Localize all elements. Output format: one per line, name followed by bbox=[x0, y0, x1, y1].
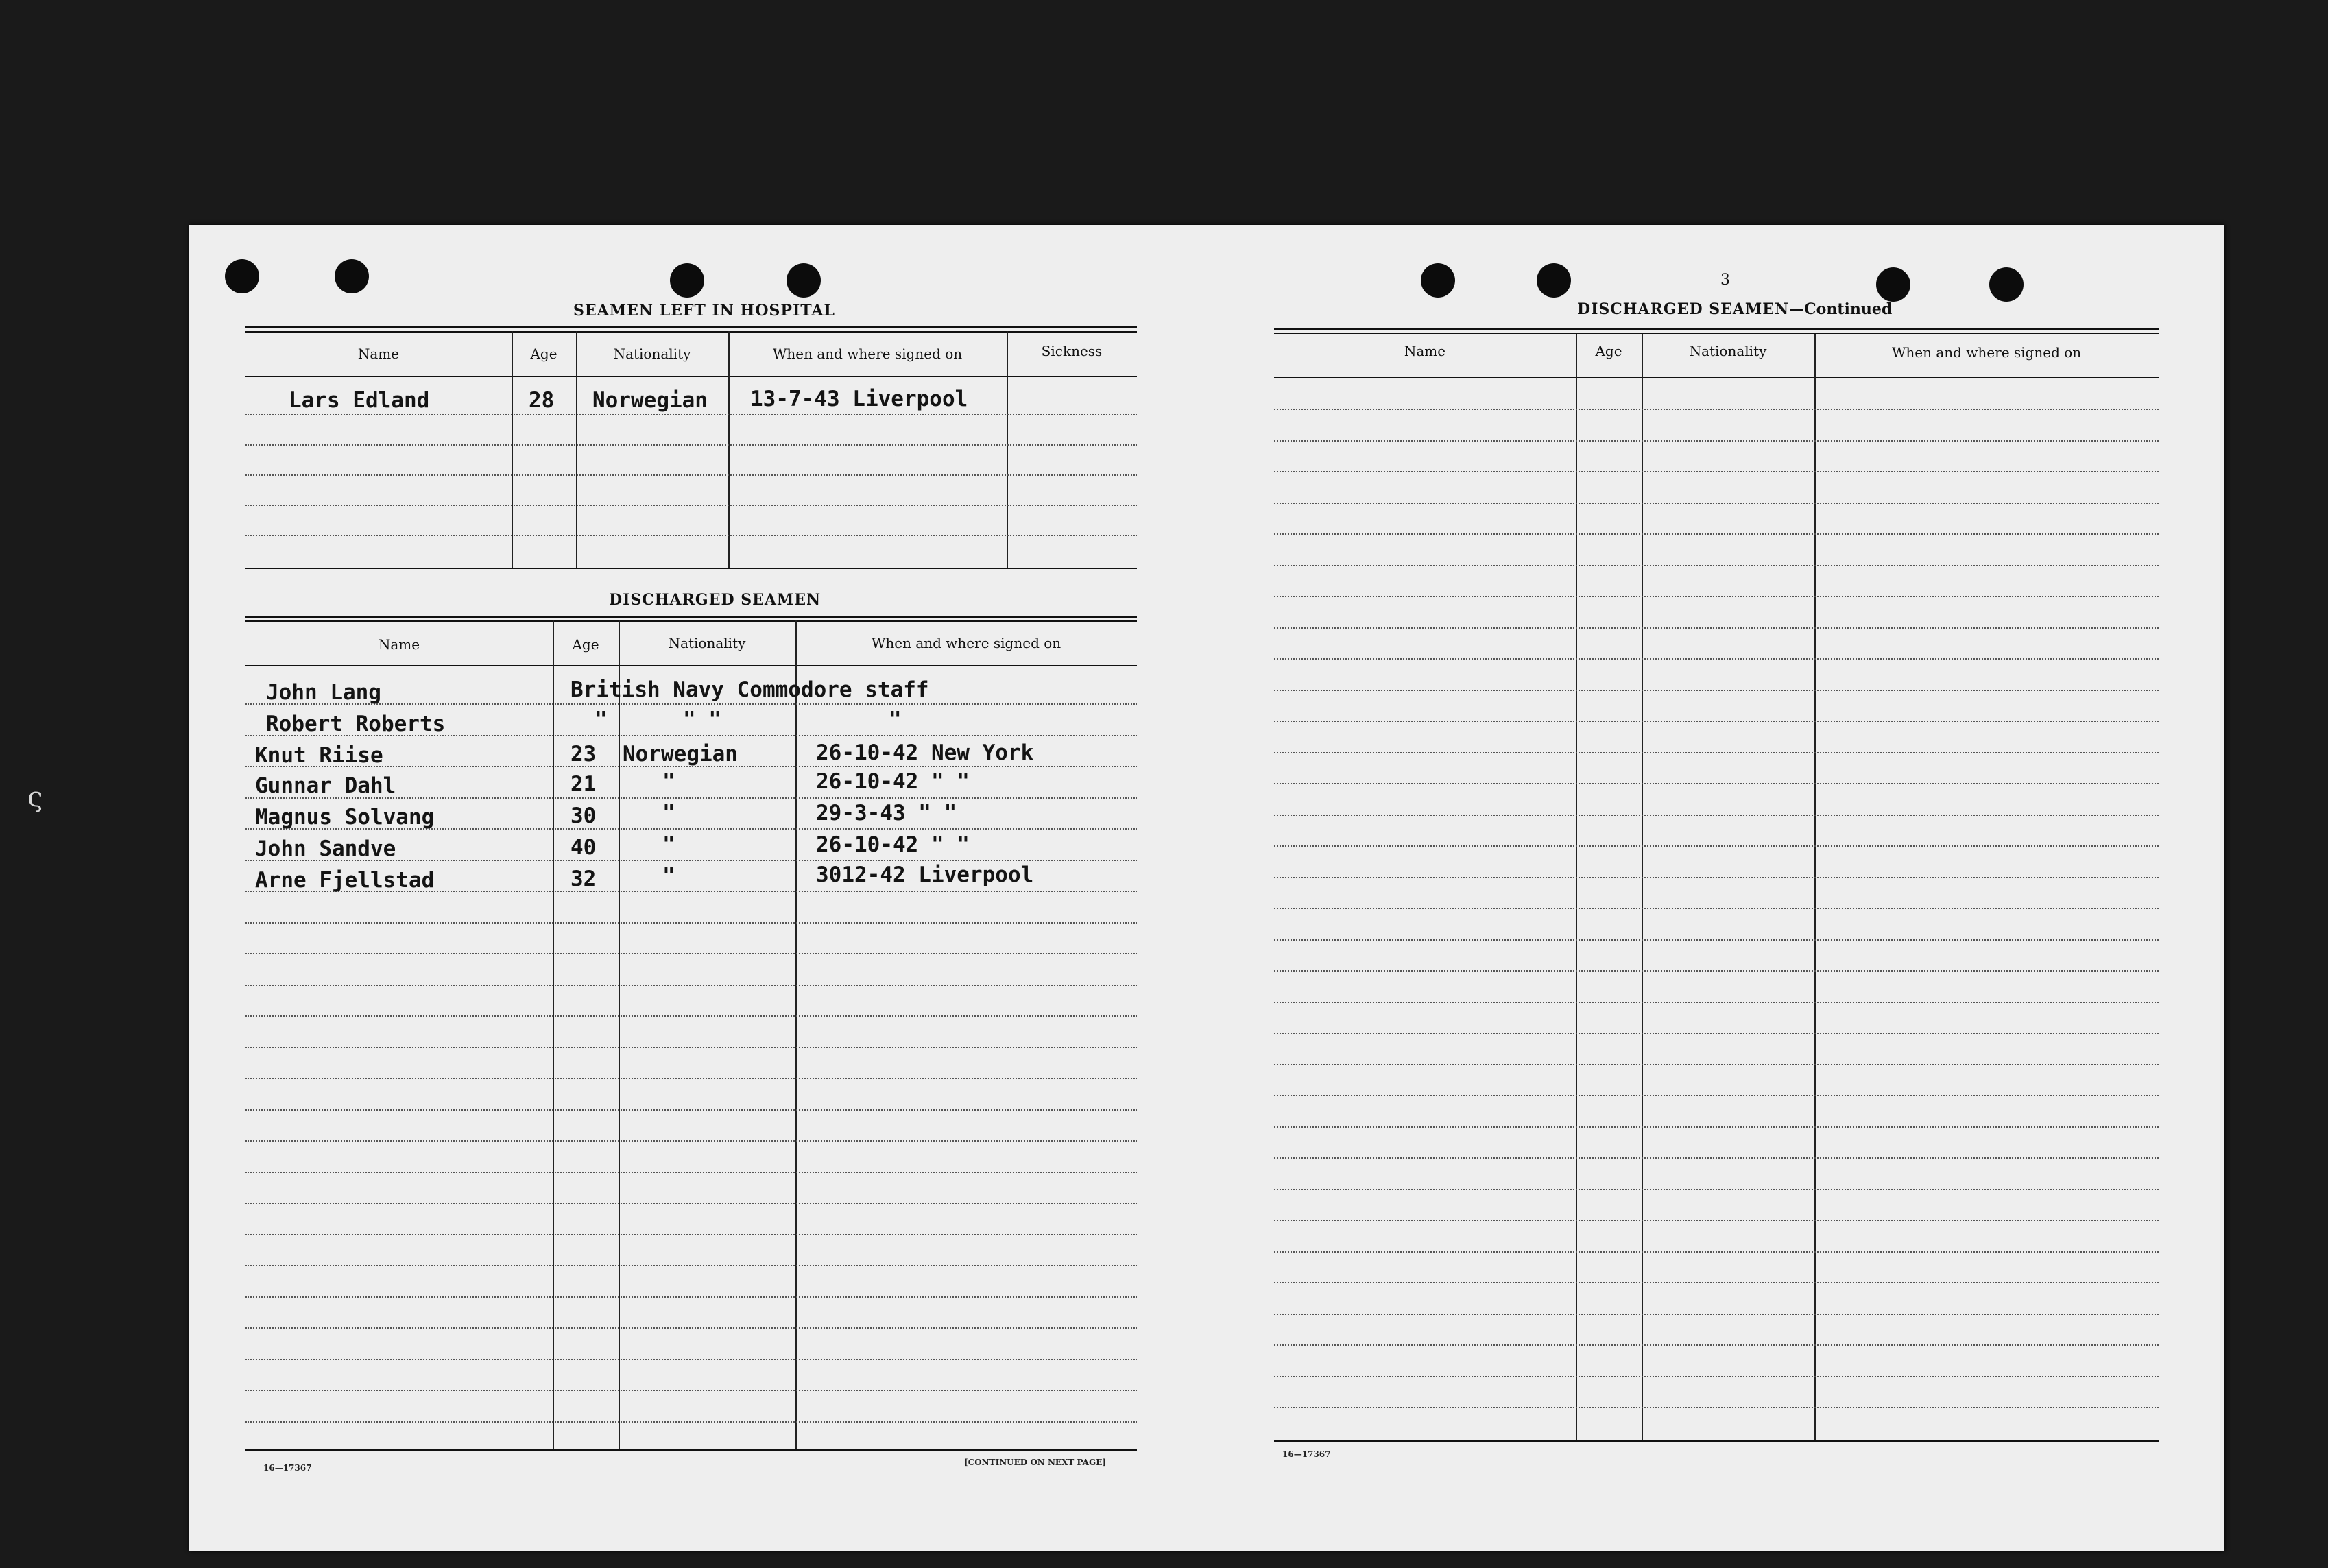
discharged-row-nationality: " bbox=[662, 832, 675, 857]
discharged-row-nationality: " bbox=[662, 864, 675, 889]
right-col-divider bbox=[1814, 334, 1816, 1440]
hospital-col-divider bbox=[576, 331, 577, 568]
discharged-top-rule bbox=[245, 616, 1137, 618]
ruled-line bbox=[1274, 1282, 2159, 1283]
ruled-line bbox=[1274, 908, 2159, 909]
discharged-col-divider bbox=[619, 620, 620, 1449]
ruled-line bbox=[245, 1327, 1137, 1329]
ruled-line bbox=[245, 505, 1137, 506]
discharged-row-signed-on: 26-10-42 " " bbox=[816, 832, 970, 857]
ruled-line bbox=[245, 922, 1137, 924]
margin-scribble: ς bbox=[27, 782, 43, 813]
discharged-row-signed-on: 26-10-42 " " bbox=[816, 769, 970, 794]
hospital-header-sickness: Sickness bbox=[1041, 343, 1103, 359]
ruled-line bbox=[1274, 752, 2159, 753]
hospital-header-rule bbox=[245, 376, 1137, 377]
discharged-bottom-rule bbox=[245, 1449, 1137, 1451]
hospital-row-name: Lars Edland bbox=[289, 388, 430, 413]
right-header-name: Name bbox=[1404, 343, 1446, 359]
ruled-line bbox=[1274, 1189, 2159, 1190]
ruled-line bbox=[1274, 970, 2159, 972]
ruled-line bbox=[1274, 503, 2159, 504]
ruled-line bbox=[1274, 1344, 2159, 1346]
discharged-continued-title-main: DISCHARGED SEAMEN bbox=[1577, 300, 1790, 318]
discharged-row-name: Knut Riise bbox=[255, 743, 383, 768]
discharged-continued-title-cont: —Continued bbox=[1789, 300, 1893, 318]
hospital-section-title: SEAMEN LEFT IN HOSPITAL bbox=[573, 302, 835, 319]
discharged-row-signed-on: " bbox=[889, 708, 902, 732]
ruled-line bbox=[1274, 1251, 2159, 1253]
ruled-line bbox=[1274, 565, 2159, 566]
discharged-row-nationality: Norwegian bbox=[623, 742, 738, 767]
discharged-top-rule-2 bbox=[245, 620, 1137, 622]
discharged-header-name: Name bbox=[378, 636, 420, 653]
discharged-row-nationality: British Navy Commodore staff bbox=[571, 677, 929, 702]
hospital-col-divider bbox=[512, 331, 513, 568]
discharged-row-signed-on: 3012-42 Liverpool bbox=[816, 863, 1034, 887]
discharged-row-name: Gunnar Dahl bbox=[255, 773, 396, 798]
hospital-top-rule bbox=[245, 326, 1137, 328]
left-form-number: 16—17367 bbox=[263, 1463, 312, 1473]
ruled-line bbox=[1274, 1064, 2159, 1065]
hospital-col-divider bbox=[1007, 331, 1008, 568]
ruled-line bbox=[245, 1172, 1137, 1173]
discharged-row-signed-on: 26-10-42 New York bbox=[816, 740, 1034, 765]
punch-hole bbox=[1989, 267, 2024, 302]
discharged-col-divider bbox=[795, 620, 797, 1449]
ruled-line bbox=[1274, 1376, 2159, 1377]
discharged-row-name: Robert Roberts bbox=[266, 712, 446, 736]
punch-hole bbox=[787, 263, 821, 298]
continued-note: [CONTINUED ON NEXT PAGE] bbox=[964, 1458, 1107, 1467]
page-number: 3 bbox=[1720, 272, 1730, 289]
ruled-line bbox=[1274, 440, 2159, 442]
hospital-row-signed-on: 13-7-43 Liverpool bbox=[750, 387, 968, 411]
punch-hole bbox=[1421, 263, 1455, 298]
ruled-line bbox=[1274, 533, 2159, 535]
ruled-line bbox=[1274, 1002, 2159, 1003]
discharged-row-signed-on: 29-3-43 " " bbox=[816, 801, 957, 825]
discharged-row-age: 30 bbox=[571, 804, 597, 828]
discharged-row-nationality: " " bbox=[683, 708, 721, 732]
ruled-line bbox=[245, 444, 1137, 446]
ruled-line bbox=[1274, 815, 2159, 816]
ruled-line bbox=[1274, 409, 2159, 410]
hospital-row-age: 28 bbox=[529, 388, 555, 413]
ruled-line bbox=[1274, 1314, 2159, 1315]
ruled-line bbox=[245, 414, 1137, 415]
right-col-divider bbox=[1642, 334, 1643, 1440]
hospital-header-nationality: Nationality bbox=[613, 346, 691, 362]
right-bottom-rule bbox=[1274, 1440, 2159, 1442]
ruled-line bbox=[245, 1296, 1137, 1298]
ruled-line bbox=[245, 1140, 1137, 1142]
right-form-number: 16—17367 bbox=[1282, 1449, 1331, 1459]
punch-hole bbox=[335, 259, 369, 293]
discharged-row-age: 32 bbox=[571, 867, 597, 891]
discharged-row-nationality: " bbox=[662, 801, 675, 825]
discharged-header-signed-on: When and where signed on bbox=[871, 635, 1061, 651]
ruled-line bbox=[245, 535, 1137, 536]
ruled-line bbox=[245, 1078, 1137, 1079]
ruled-line bbox=[1274, 1157, 2159, 1159]
ruled-line bbox=[1274, 721, 2159, 722]
discharged-row-name: John Sandve bbox=[255, 836, 396, 861]
discharged-header-age: Age bbox=[572, 636, 599, 653]
hospital-header-age: Age bbox=[530, 346, 557, 362]
right-header-rule bbox=[1274, 377, 2159, 378]
hospital-header-name: Name bbox=[357, 346, 400, 362]
ruled-line bbox=[245, 1203, 1137, 1204]
punch-hole bbox=[225, 259, 259, 293]
discharged-row-name: John Lang bbox=[266, 680, 381, 705]
right-top-rule bbox=[1274, 328, 2159, 330]
ruled-line bbox=[1274, 1033, 2159, 1034]
discharged-continued-title bbox=[1577, 300, 1892, 318]
hospital-top-rule-2 bbox=[245, 331, 1137, 333]
hospital-row-nationality: Norwegian bbox=[592, 388, 708, 413]
punch-hole bbox=[1876, 267, 1910, 302]
discharged-header-rule bbox=[245, 665, 1137, 666]
discharged-row-age: 40 bbox=[571, 835, 597, 860]
ruled-line bbox=[245, 1047, 1137, 1048]
hospital-header-signed-on: When and where signed on bbox=[772, 346, 963, 362]
ruled-line bbox=[245, 1421, 1137, 1423]
right-top-rule-2 bbox=[1274, 333, 2159, 334]
hospital-bottom-rule bbox=[245, 568, 1137, 569]
ruled-line bbox=[245, 1390, 1137, 1391]
ruled-line bbox=[1274, 658, 2159, 660]
punch-hole bbox=[670, 263, 704, 298]
right-header-nationality: Nationality bbox=[1689, 343, 1767, 359]
discharged-col-divider bbox=[553, 620, 554, 1449]
ruled-line bbox=[1274, 783, 2159, 784]
ruled-line bbox=[245, 985, 1137, 986]
discharged-header-nationality: Nationality bbox=[668, 635, 746, 651]
ruled-line bbox=[245, 1234, 1137, 1235]
ruled-line bbox=[245, 953, 1137, 954]
ruled-line bbox=[245, 1265, 1137, 1266]
ruled-line bbox=[245, 474, 1137, 476]
ruled-line bbox=[245, 1109, 1137, 1111]
discharged-row-age: " bbox=[595, 708, 608, 732]
ruled-line bbox=[1274, 939, 2159, 941]
ruled-line bbox=[1274, 845, 2159, 847]
ruled-line bbox=[1274, 1407, 2159, 1408]
ruled-line bbox=[1274, 1095, 2159, 1096]
ruled-line bbox=[1274, 1126, 2159, 1128]
right-col-divider bbox=[1576, 334, 1577, 1440]
ruled-line bbox=[245, 1359, 1137, 1360]
right-header-age: Age bbox=[1595, 343, 1622, 359]
ruled-line bbox=[1274, 690, 2159, 691]
discharged-row-age: 23 bbox=[571, 742, 597, 767]
ruled-line bbox=[1274, 471, 2159, 472]
discharged-row-name: Arne Fjellstad bbox=[255, 868, 435, 893]
ruled-line bbox=[1274, 1220, 2159, 1221]
discharged-row-name: Magnus Solvang bbox=[255, 805, 435, 830]
hospital-col-divider bbox=[728, 331, 730, 568]
ruled-line bbox=[1274, 877, 2159, 878]
ruled-line bbox=[1274, 627, 2159, 629]
document-sheet bbox=[189, 225, 2224, 1551]
discharged-row-nationality: " bbox=[662, 769, 675, 794]
punch-hole bbox=[1537, 263, 1571, 298]
ruled-line bbox=[1274, 596, 2159, 597]
ruled-line bbox=[245, 1015, 1137, 1017]
discharged-section-title: DISCHARGED SEAMEN bbox=[609, 591, 821, 609]
discharged-row-age: 21 bbox=[571, 772, 597, 797]
right-header-signed-on: When and where signed on bbox=[1891, 344, 2082, 361]
